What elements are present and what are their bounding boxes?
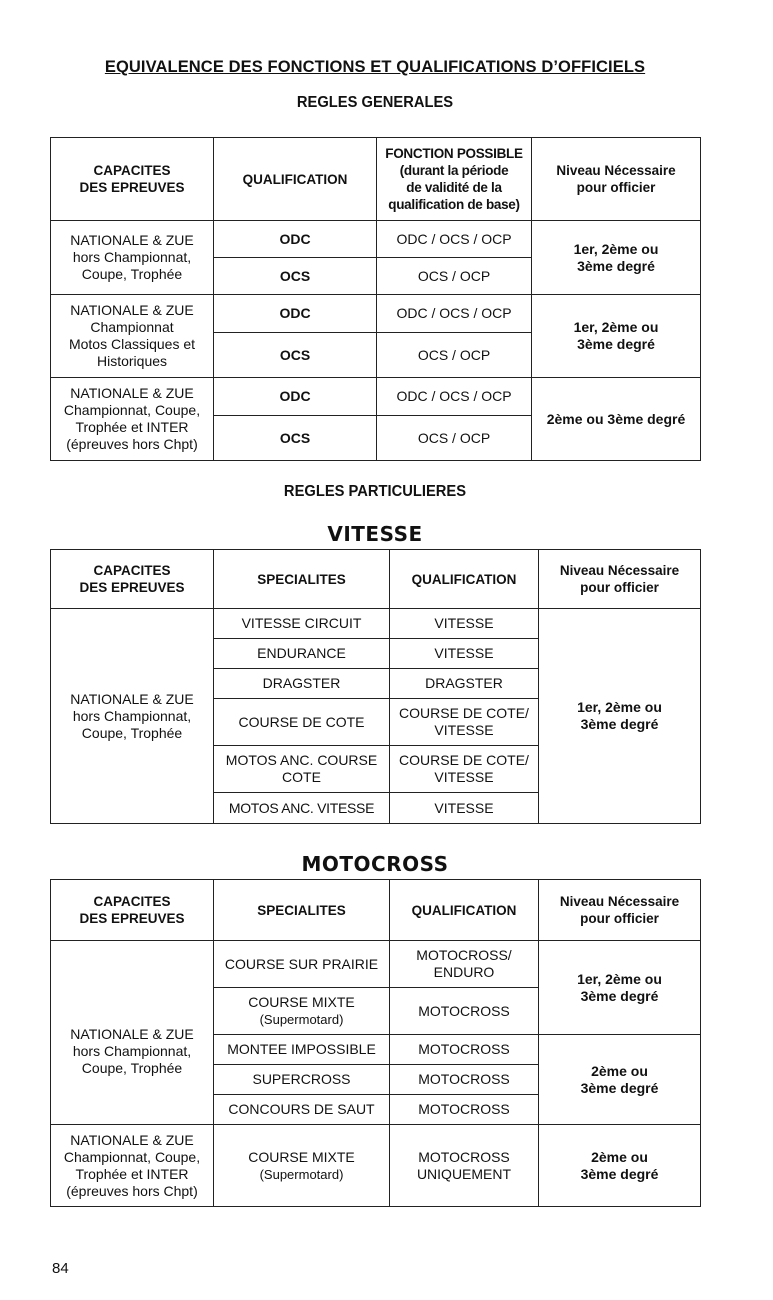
particular-rules-heading: REGLES PARTICULIERES	[283, 483, 467, 500]
header-niveau: Niveau Nécessaire pour officier	[539, 880, 701, 941]
header-specialites: SPECIALITES	[214, 550, 390, 609]
header-qualification: QUALIFICATION	[390, 550, 539, 609]
niveau-cell: 2ème ou 3ème degré	[532, 378, 701, 461]
table-row	[51, 1125, 701, 1207]
qualification-cell: MOTOCROSS	[390, 988, 539, 1035]
table-header-row	[51, 550, 701, 609]
table-row	[51, 295, 701, 333]
header-fonction-possible: FONCTION POSSIBLE (durant la période de validité de la qualification de base)	[377, 138, 532, 221]
qualification-cell: OCS	[214, 416, 377, 461]
qualification-cell: VITESSE	[390, 609, 539, 639]
capacite-cell: NATIONALE & ZUE Championnat, Coupe, Trophée et INTER (épreuves hors Chpt)	[51, 378, 214, 461]
qualification-cell: MOTOCROSS	[390, 1035, 539, 1065]
qualification-cell: MOTOCROSS UNIQUEMENT	[390, 1125, 539, 1207]
capacite-cell: NATIONALE & ZUE hors Championnat, Coupe, Trophée	[51, 941, 214, 1125]
header-niveau: Niveau Nécessaire pour officier	[532, 138, 701, 221]
specialite-cell: CONCOURS DE SAUT	[214, 1095, 390, 1125]
specialite-cell: COURSE SUR PRAIRIE	[214, 941, 390, 988]
header-capacites: CAPACITES DES EPREUVES	[51, 880, 214, 941]
specialite-cell: SUPERCROSS	[214, 1065, 390, 1095]
capacite-cell: NATIONALE & ZUE hors Championnat, Coupe, Trophée	[51, 221, 214, 295]
specialite-cell: MOTOS ANC. COURSE COTE	[214, 746, 390, 793]
page-number: 84	[52, 1260, 69, 1277]
qualification-cell: COURSE DE COTE/ VITESSE	[390, 746, 539, 793]
header-niveau: Niveau Nécessaire pour officier	[539, 550, 701, 609]
document-title: EQUIVALENCE DES FONCTIONS ET QUALIFICATIONS D’OFFICIELS	[104, 58, 646, 76]
qualification-cell: DRAGSTER	[390, 669, 539, 699]
niveau-cell: 1er, 2ème ou 3ème degré	[532, 221, 701, 295]
qualification-cell: OCS	[214, 333, 377, 378]
motocross-table	[50, 879, 701, 1207]
specialite-cell: MONTEE IMPOSSIBLE	[214, 1035, 390, 1065]
qualification-cell: ODC	[214, 221, 377, 258]
header-capacites: CAPACITES DES EPREUVES	[51, 550, 214, 609]
specialite-cell: DRAGSTER	[214, 669, 390, 699]
niveau-cell: 1er, 2ème ou 3ème degré	[539, 609, 701, 824]
qualification-cell: OCS	[214, 258, 377, 295]
qualification-cell: MOTOCROSS	[390, 1095, 539, 1125]
header-specialites: SPECIALITES	[214, 880, 390, 941]
qualification-cell: ODC	[214, 295, 377, 333]
specialite-cell: COURSE DE COTE	[214, 699, 390, 746]
niveau-cell: 2ème ou 3ème degré	[539, 1125, 701, 1207]
table-row	[51, 941, 701, 988]
specialite-cell: VITESSE CIRCUIT	[214, 609, 390, 639]
qualification-cell: VITESSE	[390, 639, 539, 669]
specialite-cell: ENDURANCE	[214, 639, 390, 669]
fonction-cell: OCS / OCP	[377, 333, 532, 378]
header-qualification: QUALIFICATION	[214, 138, 377, 221]
specialite-cell: MOTOS ANC. VITESSE	[214, 793, 390, 824]
qualification-cell: COURSE DE COTE/ VITESSE	[390, 699, 539, 746]
specialite-cell: COURSE MIXTE (Supermotard)	[214, 988, 390, 1035]
table-header-row	[51, 880, 701, 941]
fonction-cell: ODC / OCS / OCP	[377, 295, 532, 333]
fonction-cell: OCS / OCP	[377, 416, 532, 461]
vitesse-heading: VITESSE	[327, 522, 423, 546]
niveau-cell: 2ème ou 3ème degré	[539, 1035, 701, 1125]
table-row	[51, 221, 701, 258]
fonction-cell: ODC / OCS / OCP	[377, 221, 532, 258]
general-rules-heading: REGLES GENERALES	[296, 94, 454, 111]
header-qualification: QUALIFICATION	[390, 880, 539, 941]
table-row	[51, 378, 701, 416]
table-header-row	[51, 138, 701, 221]
qualification-cell: ODC	[214, 378, 377, 416]
qualification-cell: MOTOCROSS	[390, 1065, 539, 1095]
niveau-cell: 1er, 2ème ou 3ème degré	[532, 295, 701, 378]
motocross-heading: MOTOCROSS	[301, 852, 449, 876]
qualification-cell: VITESSE	[390, 793, 539, 824]
fonction-cell: ODC / OCS / OCP	[377, 378, 532, 416]
niveau-cell: 1er, 2ème ou 3ème degré	[539, 941, 701, 1035]
header-capacites: CAPACITES DES EPREUVES	[51, 138, 214, 221]
vitesse-table	[50, 549, 701, 824]
general-rules-table	[50, 137, 701, 461]
capacite-cell: NATIONALE & ZUE Championnat, Coupe, Trophée et INTER (épreuves hors Chpt)	[51, 1125, 214, 1207]
capacite-cell: NATIONALE & ZUE Championnat Motos Classiques et Historiques	[51, 295, 214, 378]
table-row	[51, 609, 701, 639]
specialite-cell: COURSE MIXTE (Supermotard)	[214, 1125, 390, 1207]
capacite-cell: NATIONALE & ZUE hors Championnat, Coupe, Trophée	[51, 609, 214, 824]
fonction-cell: OCS / OCP	[377, 258, 532, 295]
qualification-cell: MOTOCROSS/ ENDURO	[390, 941, 539, 988]
